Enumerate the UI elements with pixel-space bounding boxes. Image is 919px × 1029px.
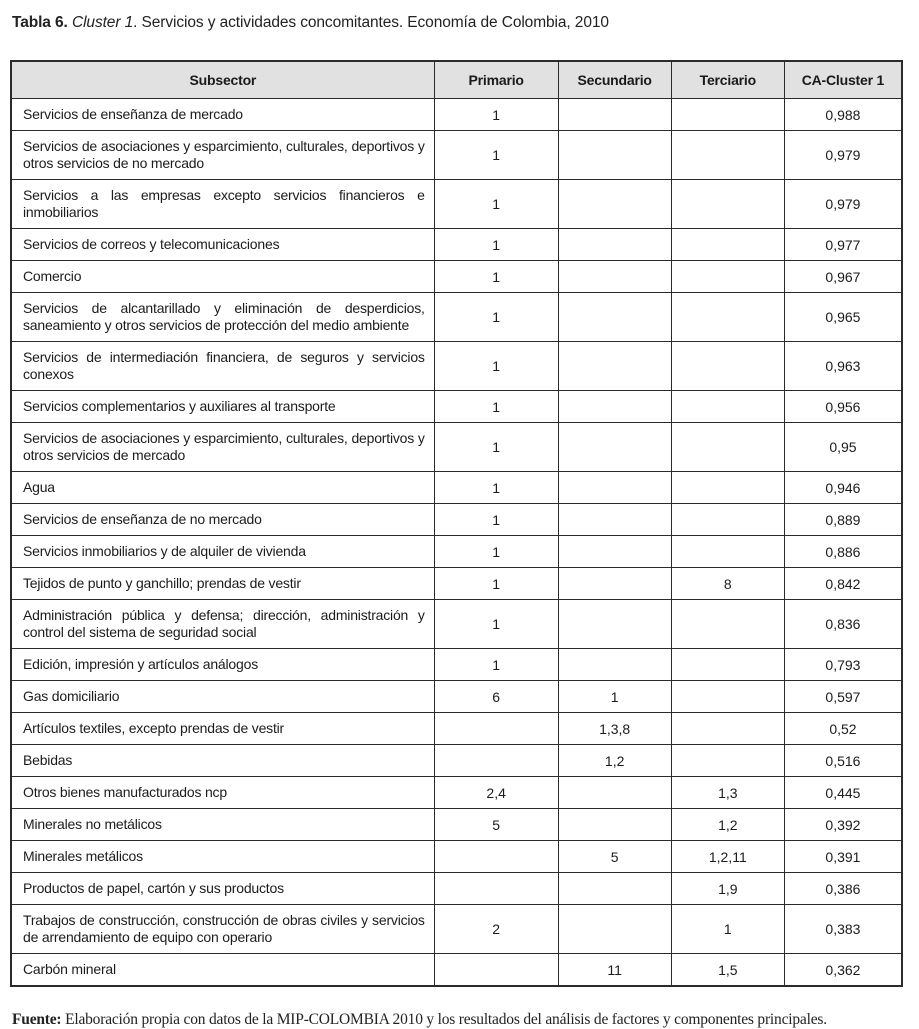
primario-cell [434,713,558,745]
ca-cluster-cell: 0,965 [784,293,902,342]
terciario-cell [671,261,784,293]
table-row [11,681,902,713]
ca-cluster-cell: 0,445 [784,777,902,809]
table-row [11,600,902,649]
column-header-primario: Primario [434,61,558,99]
table-caption-number: Tabla 6. [12,14,68,31]
primario-cell [434,745,558,777]
subsector-cell: Comercio [11,261,434,293]
subsector-cell: Otros bienes manufacturados ncp [11,777,434,809]
table-row [11,472,902,504]
secundario-cell [558,536,671,568]
table-row [11,841,902,873]
secundario-cell [558,229,671,261]
secundario-cell [558,261,671,293]
terciario-cell: 1,9 [671,873,784,905]
table-row [11,423,902,472]
subsector-cell: Servicios de alcantarillado y eliminación de desperdicios, saneamiento y otros servicios de protección del medio ambiente [11,293,434,342]
secundario-cell: 1 [558,681,671,713]
column-header-subsector: Subsector [11,61,434,99]
table-row [11,391,902,423]
subsector-cell: Gas domiciliario [11,681,434,713]
secundario-cell [558,472,671,504]
terciario-cell [671,681,784,713]
subsector-cell: Servicios de enseñanza de mercado [11,99,434,131]
terciario-cell: 1,5 [671,954,784,987]
subsector-cell: Carbón mineral [11,954,434,987]
table-row [11,261,902,293]
secundario-cell: 5 [558,841,671,873]
subsector-cell: Servicios de correos y telecomunicaciones [11,229,434,261]
primario-cell [434,873,558,905]
ca-cluster-cell: 0,988 [784,99,902,131]
secundario-cell [558,600,671,649]
table-header [11,61,902,99]
terciario-cell [671,649,784,681]
ca-cluster-cell: 0,946 [784,472,902,504]
secundario-cell [558,180,671,229]
secundario-cell [558,905,671,954]
subsector-cell: Artículos textiles, excepto prendas de vestir [11,713,434,745]
terciario-cell: 1 [671,905,784,954]
secundario-cell [558,293,671,342]
primario-cell: 1 [434,423,558,472]
terciario-cell: 1,2 [671,809,784,841]
ca-cluster-cell: 0,963 [784,342,902,391]
subsector-cell: Bebidas [11,745,434,777]
ca-cluster-cell: 0,392 [784,809,902,841]
primario-cell: 1 [434,472,558,504]
terciario-cell [671,423,784,472]
table-caption-text: . Servicios y actividades concomitantes. Economía de Colombia, 2010 [133,14,609,31]
subsector-cell: Productos de papel, cartón y sus productos [11,873,434,905]
table-row [11,954,902,987]
table-row [11,873,902,905]
ca-cluster-cell: 0,362 [784,954,902,987]
subsector-cell: Servicios a las empresas excepto servicios financieros e inmobiliarios [11,180,434,229]
secundario-cell: 1,3,8 [558,713,671,745]
ca-cluster-cell: 0,793 [784,649,902,681]
secundario-cell [558,777,671,809]
primario-cell: 1 [434,600,558,649]
primario-cell: 1 [434,131,558,180]
primario-cell: 1 [434,229,558,261]
table-row [11,809,902,841]
primario-cell: 1 [434,568,558,600]
table-row [11,229,902,261]
source-note-text: Elaboración propia con datos de la MIP-COLOMBIA 2010 y los resultados del análisis de factores y componentes principales. [61,1011,827,1028]
primario-cell: 2,4 [434,777,558,809]
secundario-cell [558,873,671,905]
subsector-cell: Minerales metálicos [11,841,434,873]
terciario-cell: 1,3 [671,777,784,809]
ca-cluster-cell: 0,977 [784,229,902,261]
secundario-cell [558,99,671,131]
ca-cluster-cell: 0,979 [784,180,902,229]
primario-cell: 5 [434,809,558,841]
table-caption [12,14,907,32]
subsector-cell: Servicios de asociaciones y esparcimiento, culturales, deportivos y otros servicios de mercado [11,423,434,472]
primario-cell [434,841,558,873]
table-row [11,131,902,180]
table-caption-cluster: Cluster 1 [67,14,134,31]
table-row [11,99,902,131]
ca-cluster-cell: 0,836 [784,600,902,649]
primario-cell: 1 [434,536,558,568]
ca-cluster-cell: 0,842 [784,568,902,600]
secundario-cell [558,649,671,681]
ca-cluster-cell: 0,391 [784,841,902,873]
table-row [11,293,902,342]
ca-cluster-cell: 0,956 [784,391,902,423]
terciario-cell [671,472,784,504]
ca-cluster-cell: 0,516 [784,745,902,777]
secundario-cell [558,423,671,472]
ca-cluster-cell: 0,967 [784,261,902,293]
table-row [11,905,902,954]
primario-cell: 1 [434,180,558,229]
secundario-cell: 11 [558,954,671,987]
cluster-table [10,60,903,987]
subsector-cell: Trabajos de construcción, construcción de obras civiles y servicios de arrendamiento de equipo con operario [11,905,434,954]
source-note-label: Fuente: [12,1011,62,1028]
terciario-cell [671,713,784,745]
column-header-terciario: Terciario [671,61,784,99]
terciario-cell [671,600,784,649]
primario-cell: 1 [434,649,558,681]
primario-cell: 6 [434,681,558,713]
table-body [11,99,902,987]
primario-cell: 1 [434,261,558,293]
table-row [11,777,902,809]
subsector-cell: Servicios de enseñanza de no mercado [11,504,434,536]
table-row [11,536,902,568]
table-header-row [11,61,902,99]
secundario-cell [558,391,671,423]
primario-cell: 2 [434,905,558,954]
ca-cluster-cell: 0,889 [784,504,902,536]
subsector-cell: Tejidos de punto y ganchillo; prendas de vestir [11,568,434,600]
ca-cluster-cell: 0,95 [784,423,902,472]
terciario-cell: 1,2,11 [671,841,784,873]
table-row [11,342,902,391]
terciario-cell [671,391,784,423]
column-header-ca-cluster: CA-Cluster 1 [784,61,902,99]
terciario-cell [671,504,784,536]
primario-cell: 1 [434,342,558,391]
ca-cluster-cell: 0,979 [784,131,902,180]
terciario-cell [671,180,784,229]
subsector-cell: Minerales no metálicos [11,809,434,841]
terciario-cell [671,99,784,131]
primario-cell [434,954,558,987]
ca-cluster-cell: 0,386 [784,873,902,905]
ca-cluster-cell: 0,886 [784,536,902,568]
terciario-cell [671,745,784,777]
secundario-cell: 1,2 [558,745,671,777]
terciario-cell: 8 [671,568,784,600]
primario-cell: 1 [434,293,558,342]
table-row [11,504,902,536]
terciario-cell [671,342,784,391]
primario-cell: 1 [434,391,558,423]
secundario-cell [558,809,671,841]
secundario-cell [558,568,671,600]
subsector-cell: Servicios inmobiliarios y de alquiler de vivienda [11,536,434,568]
subsector-cell: Administración pública y defensa; dirección, administración y control del sistema de seguridad social [11,600,434,649]
table-row [11,180,902,229]
primario-cell: 1 [434,99,558,131]
ca-cluster-cell: 0,383 [784,905,902,954]
terciario-cell [671,131,784,180]
subsector-cell: Servicios de intermediación financiera, de seguros y servicios conexos [11,342,434,391]
secundario-cell [558,131,671,180]
secundario-cell [558,504,671,536]
terciario-cell [671,536,784,568]
primario-cell: 1 [434,504,558,536]
subsector-cell: Servicios complementarios y auxiliares al transporte [11,391,434,423]
terciario-cell [671,293,784,342]
column-header-secundario: Secundario [558,61,671,99]
subsector-cell: Edición, impresión y artículos análogos [11,649,434,681]
secundario-cell [558,342,671,391]
table-row [11,649,902,681]
table-row [11,568,902,600]
ca-cluster-cell: 0,52 [784,713,902,745]
ca-cluster-cell: 0,597 [784,681,902,713]
table-row [11,713,902,745]
table-row [11,745,902,777]
subsector-cell: Servicios de asociaciones y esparcimiento, culturales, deportivos y otros servicios de no mercado [11,131,434,180]
source-note [12,1011,907,1029]
subsector-cell: Agua [11,472,434,504]
terciario-cell [671,229,784,261]
